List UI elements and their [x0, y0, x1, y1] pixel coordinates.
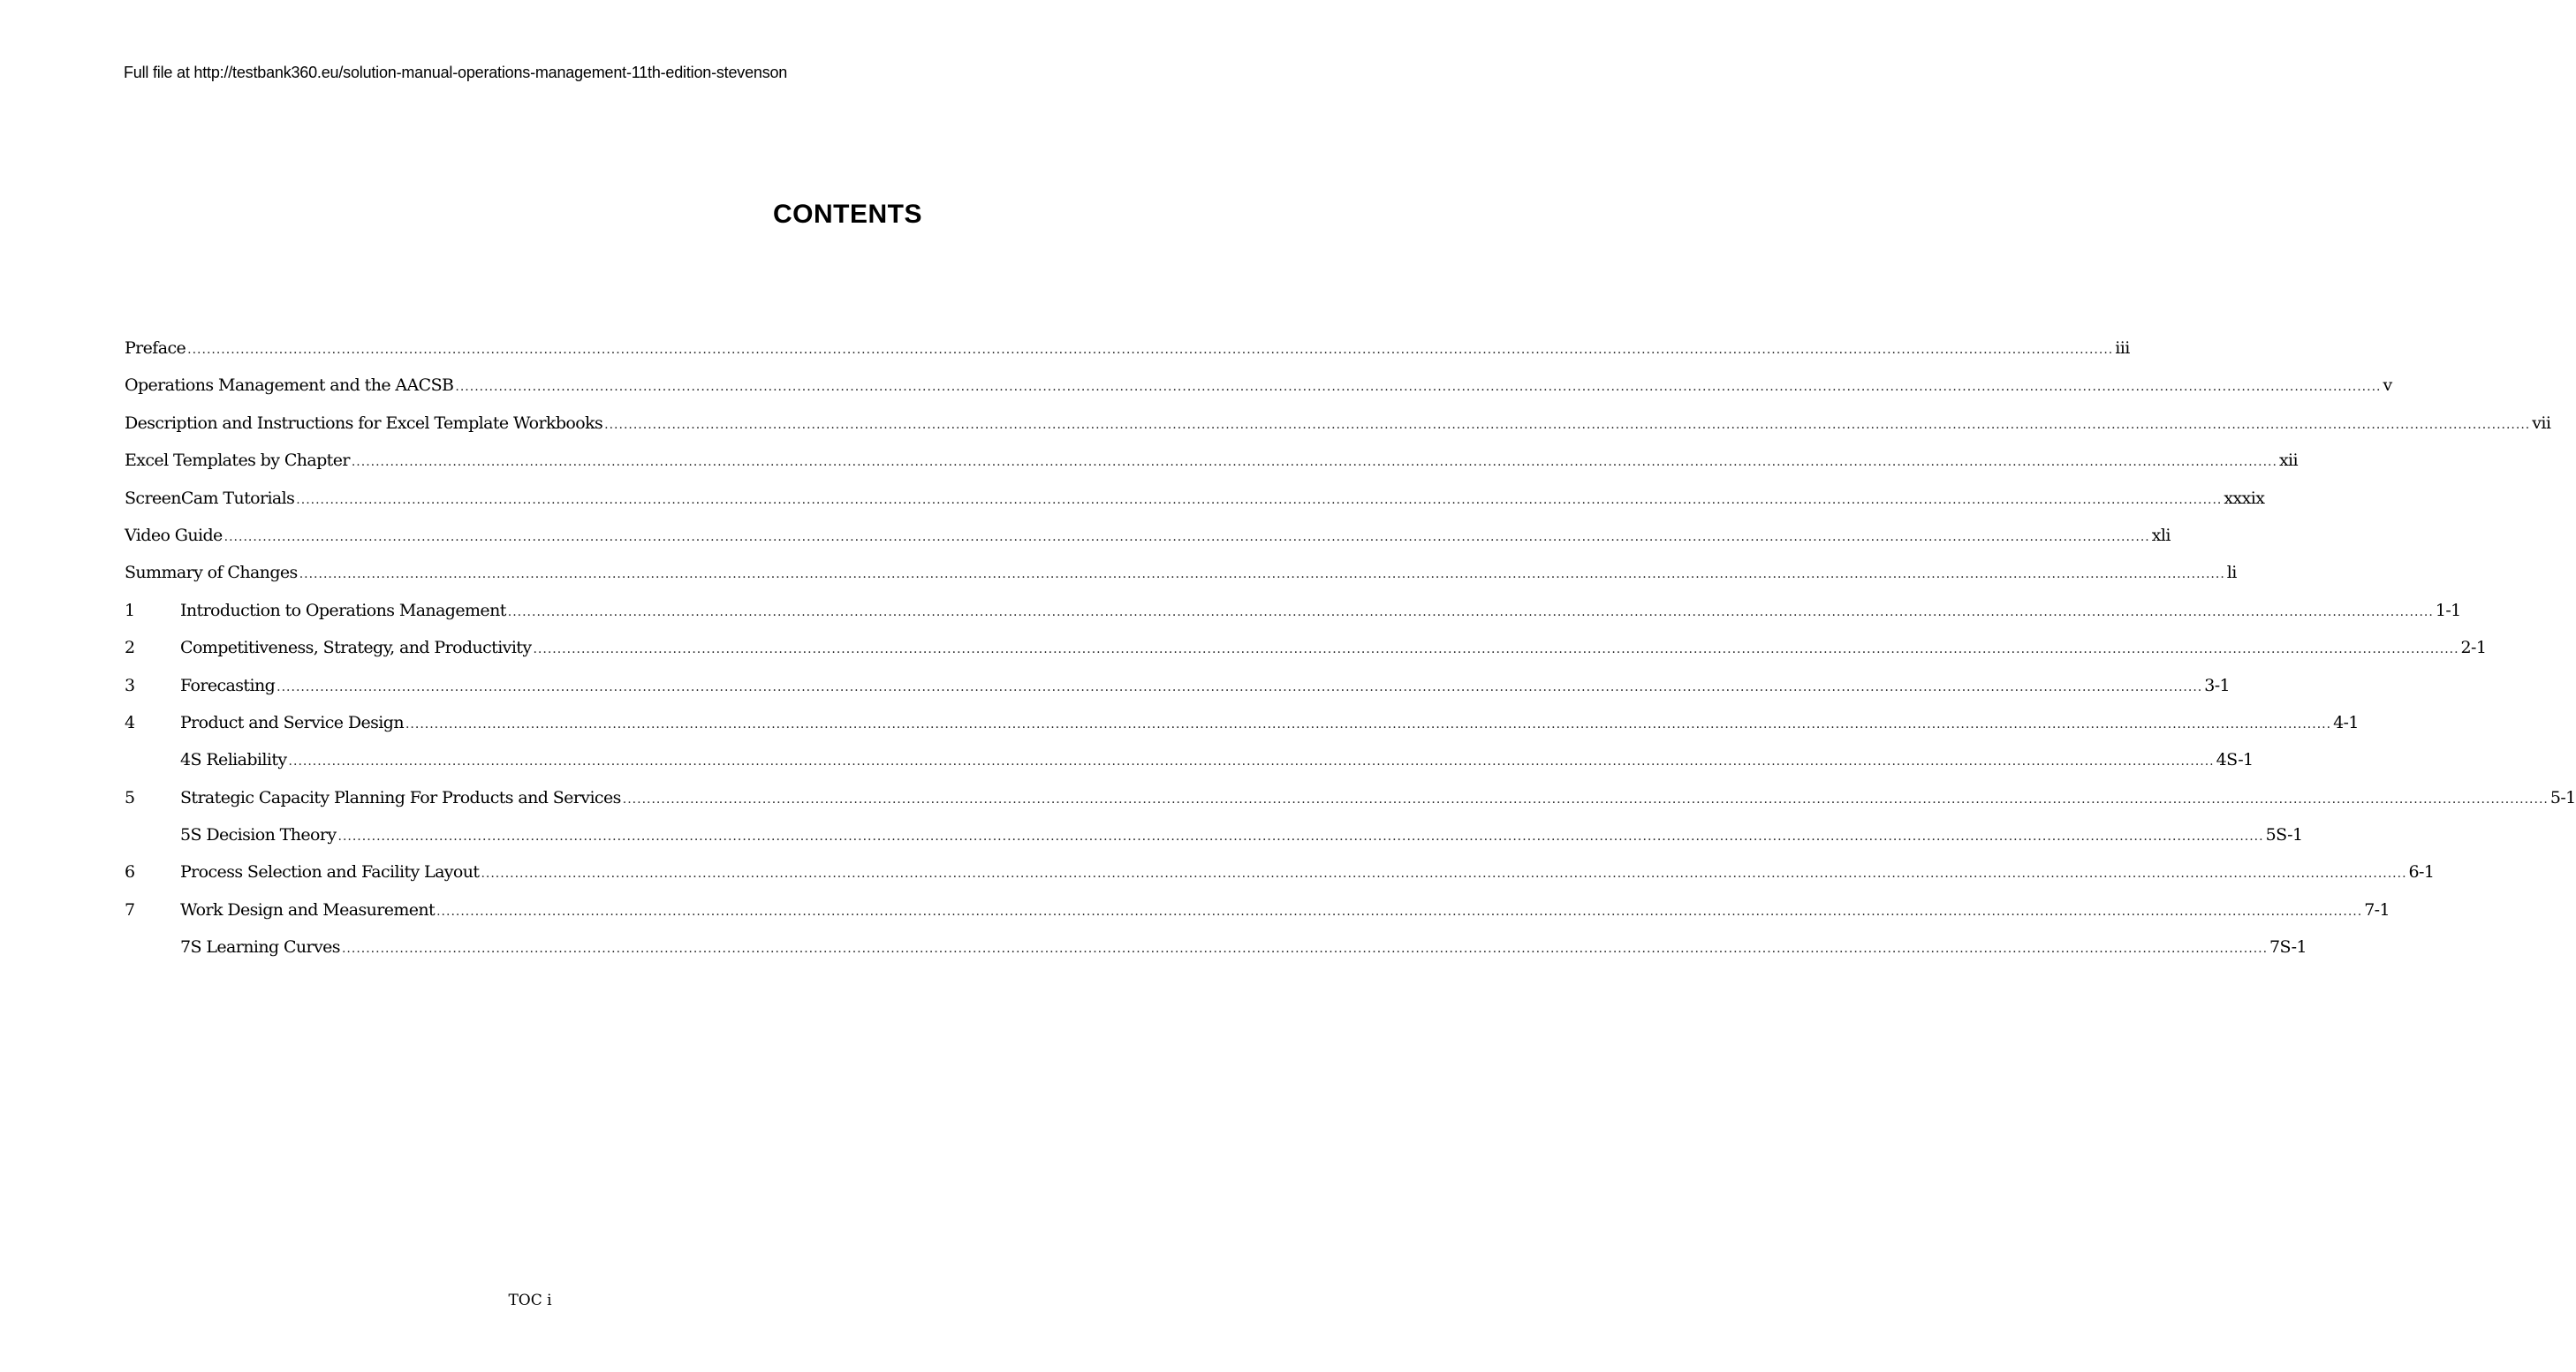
toc-entry-label: 7S Learning Curves — [180, 937, 340, 958]
toc-entry-page: xxxix — [2224, 488, 2265, 508]
toc-entry-number: 7 — [125, 899, 135, 920]
toc-entry-number: 1 — [125, 600, 135, 620]
toc-entry-page: li — [2226, 563, 2237, 583]
toc-entry[interactable] — [125, 825, 2303, 862]
toc-dot-leader: ................................................................................................................................................................................................................................................................................................................................................................................................................ — [533, 642, 2459, 657]
toc-entry-label: 4S Reliability — [180, 750, 287, 770]
toc-entry[interactable] — [125, 638, 2487, 675]
toc-dot-leader: ................................................................................................................................................................................................................................................................................................................................................................................................................ — [507, 604, 2434, 619]
toc-entry-page: xii — [2278, 451, 2299, 471]
toc-entry-label: Operations Management and the AACSB — [125, 375, 454, 396]
toc-dot-leader: ................................................................................................................................................................................................................................................................................................................................................................................................................ — [341, 942, 2269, 957]
toc-entry[interactable] — [125, 600, 2461, 638]
toc-entry-number: 6 — [125, 862, 135, 883]
toc-entry[interactable] — [125, 413, 2551, 451]
toc-entry-page: 7-1 — [2364, 899, 2390, 920]
toc-entry-label: Process Selection and Facility Layout — [180, 862, 480, 883]
toc-entry-page: v — [2383, 375, 2392, 396]
toc-entry-page: 3-1 — [2204, 675, 2231, 695]
toc-dot-leader: ................................................................................................................................................................................................................................................................................................................................................................................................................ — [277, 679, 2203, 694]
toc-entry[interactable] — [125, 675, 2231, 713]
toc-entry-number: 4 — [125, 712, 135, 732]
toc-entry-page: 4S-1 — [2216, 750, 2254, 770]
toc-entry-page: 5-1 — [2549, 787, 2576, 807]
toc-dot-leader: ................................................................................................................................................................................................................................................................................................................................................................................................................ — [351, 455, 2277, 470]
toc-entry[interactable] — [125, 451, 2299, 488]
toc-dot-leader: ................................................................................................................................................................................................................................................................................................................................................................................................................ — [405, 716, 2332, 731]
toc-entry-label: Product and Service Design — [180, 712, 404, 732]
header-source-note: Full file at http://testbank360.eu/solution-manual-operations-management-11th-edition-stevenson — [124, 64, 788, 81]
toc-entry[interactable] — [125, 563, 2237, 600]
toc-entry-label: ScreenCam Tutorials — [125, 488, 295, 508]
toc-dot-leader: ................................................................................................................................................................................................................................................................................................................................................................................................................ — [299, 567, 2225, 582]
toc-entry-page: 7S-1 — [2269, 937, 2307, 958]
toc-entry-number: 3 — [125, 675, 135, 695]
toc-dot-leader: ................................................................................................................................................................................................................................................................................................................................................................................................................ — [436, 904, 2363, 919]
table-of-contents — [125, 338, 2576, 975]
toc-entry-label: Summary of Changes — [125, 563, 298, 583]
page-title: CONTENTS — [773, 200, 922, 229]
toc-entry-label: Video Guide — [125, 525, 223, 545]
toc-entry-label: Work Design and Measurement — [180, 899, 436, 920]
toc-dot-leader: ................................................................................................................................................................................................................................................................................................................................................................................................................ — [288, 754, 2215, 769]
toc-entry-label: Description and Instructions for Excel Template Workbooks — [125, 413, 603, 433]
toc-entry-label: Preface — [125, 338, 186, 358]
toc-entry-page: 5S-1 — [2265, 825, 2303, 845]
toc-entry[interactable] — [125, 375, 2392, 413]
toc-dot-leader: ................................................................................................................................................................................................................................................................................................................................................................................................................ — [455, 380, 2382, 395]
toc-entry[interactable] — [125, 338, 2130, 375]
toc-entry[interactable] — [125, 937, 2307, 974]
toc-entry-label: Forecasting — [180, 675, 276, 695]
toc-entry-label: Introduction to Operations Management — [180, 600, 506, 620]
toc-entry-label: Excel Templates by Chapter — [125, 451, 350, 471]
toc-entry-page: 2-1 — [2460, 638, 2487, 658]
toc-dot-leader: ................................................................................................................................................................................................................................................................................................................................................................................................................ — [337, 830, 2264, 845]
toc-entry[interactable] — [125, 488, 2265, 526]
page-footer: TOC i — [508, 1292, 552, 1309]
toc-entry-page: vii — [2532, 413, 2551, 433]
toc-entry-number: 2 — [125, 638, 135, 658]
toc-entry-label: 5S Decision Theory — [180, 825, 337, 845]
toc-entry-page: 4-1 — [2333, 712, 2359, 732]
toc-dot-leader: ................................................................................................................................................................................................................................................................................................................................................................................................................ — [604, 417, 2531, 432]
toc-entry[interactable] — [125, 899, 2390, 937]
toc-entry-page: xli — [2151, 525, 2171, 545]
toc-entry[interactable] — [125, 750, 2254, 787]
toc-entry[interactable] — [125, 525, 2171, 563]
toc-entry-label: Strategic Capacity Planning For Products and Services — [180, 787, 621, 807]
toc-entry-number: 5 — [125, 787, 135, 807]
toc-entry-page: 1-1 — [2435, 600, 2461, 620]
toc-dot-leader: ................................................................................................................................................................................................................................................................................................................................................................................................................ — [622, 792, 2549, 807]
toc-dot-leader: ................................................................................................................................................................................................................................................................................................................................................................................................................ — [296, 492, 2223, 507]
toc-entry-label: Competitiveness, Strategy, and Productivity — [180, 638, 532, 658]
toc-dot-leader: ................................................................................................................................................................................................................................................................................................................................................................................................................ — [224, 529, 2150, 544]
toc-entry[interactable] — [125, 787, 2576, 825]
toc-entry[interactable] — [125, 712, 2359, 750]
toc-entry-page: iii — [2115, 338, 2130, 358]
toc-entry-page: 6-1 — [2408, 862, 2435, 883]
toc-dot-leader: ................................................................................................................................................................................................................................................................................................................................................................................................................ — [187, 343, 2114, 357]
toc-entry[interactable] — [125, 862, 2435, 899]
toc-dot-leader: ................................................................................................................................................................................................................................................................................................................................................................................................................ — [481, 867, 2407, 882]
